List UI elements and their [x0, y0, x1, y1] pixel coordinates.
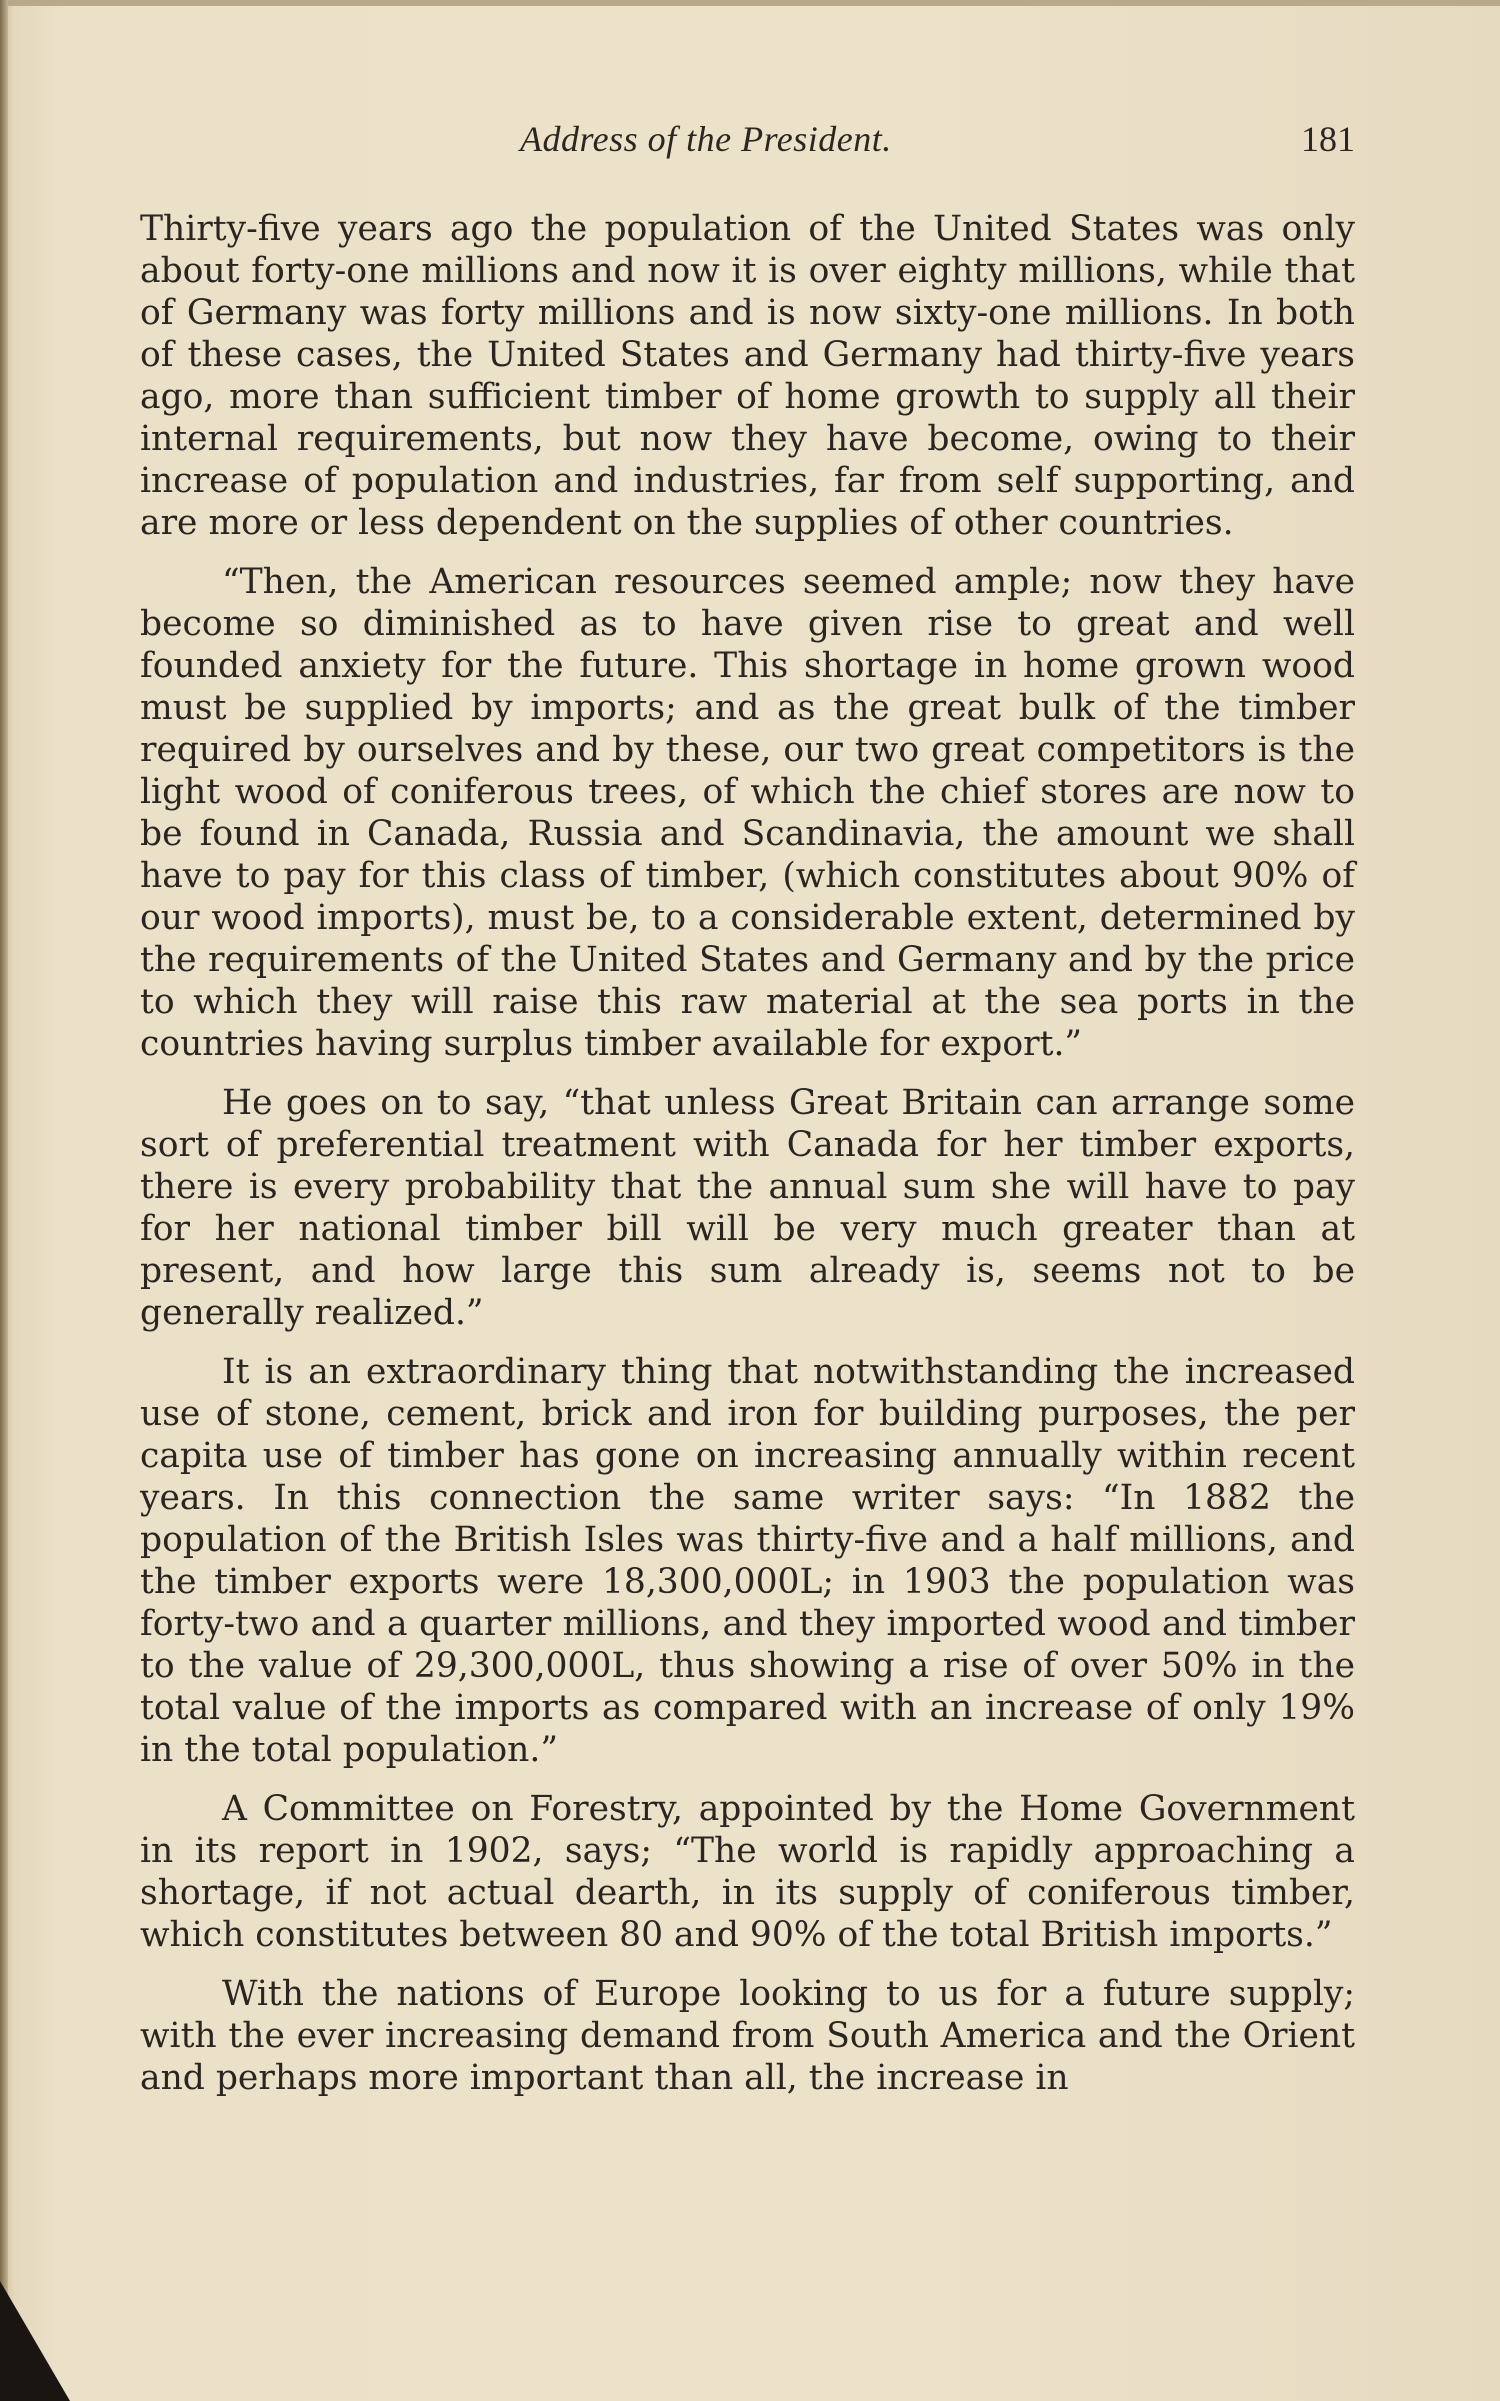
page-number: 181: [1301, 119, 1355, 159]
running-title: Address of the President.: [520, 119, 892, 159]
page-body: [140, 208, 1355, 2116]
page-header: [140, 118, 1355, 168]
corner-shadow: [0, 2281, 70, 2401]
paragraph-1: Thirty-five years ago the population of the United States was only about forty-one millions and now it is over eighty millions, while that of Germany was forty millions and is now sixty-one millions. In both of these cases, the United States and Germany had thirty-five years ago, more than sufficient timber of home growth to supply all their internal requirements, but now they have become, owing to their increase of population and industries, far from self supporting, and are more or less dependent on the supplies of other countries.: [140, 209, 1355, 543]
paragraph-6: With the nations of Europe looking to us for a future supply; with the ever increasing demand from South America and the Orient and perhaps more important than all, the increase in: [140, 1974, 1355, 2098]
paragraph-2: “Then, the American resources seemed ample; now they have become so diminished as to have given rise to great and well founded anxiety for the future. This shortage in home grown wood must be supplied by imports; and as the great bulk of the timber required by ourselves and by these, our two great competitors is the light wood of coniferous trees, of which the chief stores are now to be found in Canada, Russia and Scandinavia, the amount we shall have to pay for this class of timber, (which constitutes about 90% of our wood imports), must be, to a considerable extent, determined by the requirements of the United States and Germany and by the price to which they will raise this raw material at the sea ports in the countries having surplus timber available for export.”: [140, 562, 1355, 1064]
binding-shadow: [0, 0, 8, 2401]
page-top-edge: [0, 0, 1500, 6]
paragraph-4: It is an extraordinary thing that notwithstanding the increased use of stone, cement, brick and iron for building purposes, the per capita use of timber has gone on increasing annually within recent years. In this connection the same writer says: “In 1882 the population of the British Isles was thirty-five and a half millions, and the timber exports were 18,300,000L; in 1903 the population was forty-two and a quarter millions, and they imported wood and timber to the value of 29,300,000L, thus showing a rise of over 50% in the total value of the imports as compared with an increase of only 19% in the total population.”: [140, 1352, 1355, 1770]
paragraph-3: He goes on to say, “that unless Great Britain can arrange some sort of preferential treatment with Canada for her timber exports, there is every probability that the annual sum she will have to pay for her national timber bill will be very much greater than at present, and how large this sum already is, seems not to be generally realized.”: [140, 1083, 1355, 1333]
paragraph-5: A Committee on Forestry, appointed by the Home Government in its report in 1902, says; “The world is rapidly approaching a shortage, if not actual dearth, in its supply of coniferous timber, which constitutes between 80 and 90% of the total British imports.”: [140, 1789, 1355, 1955]
